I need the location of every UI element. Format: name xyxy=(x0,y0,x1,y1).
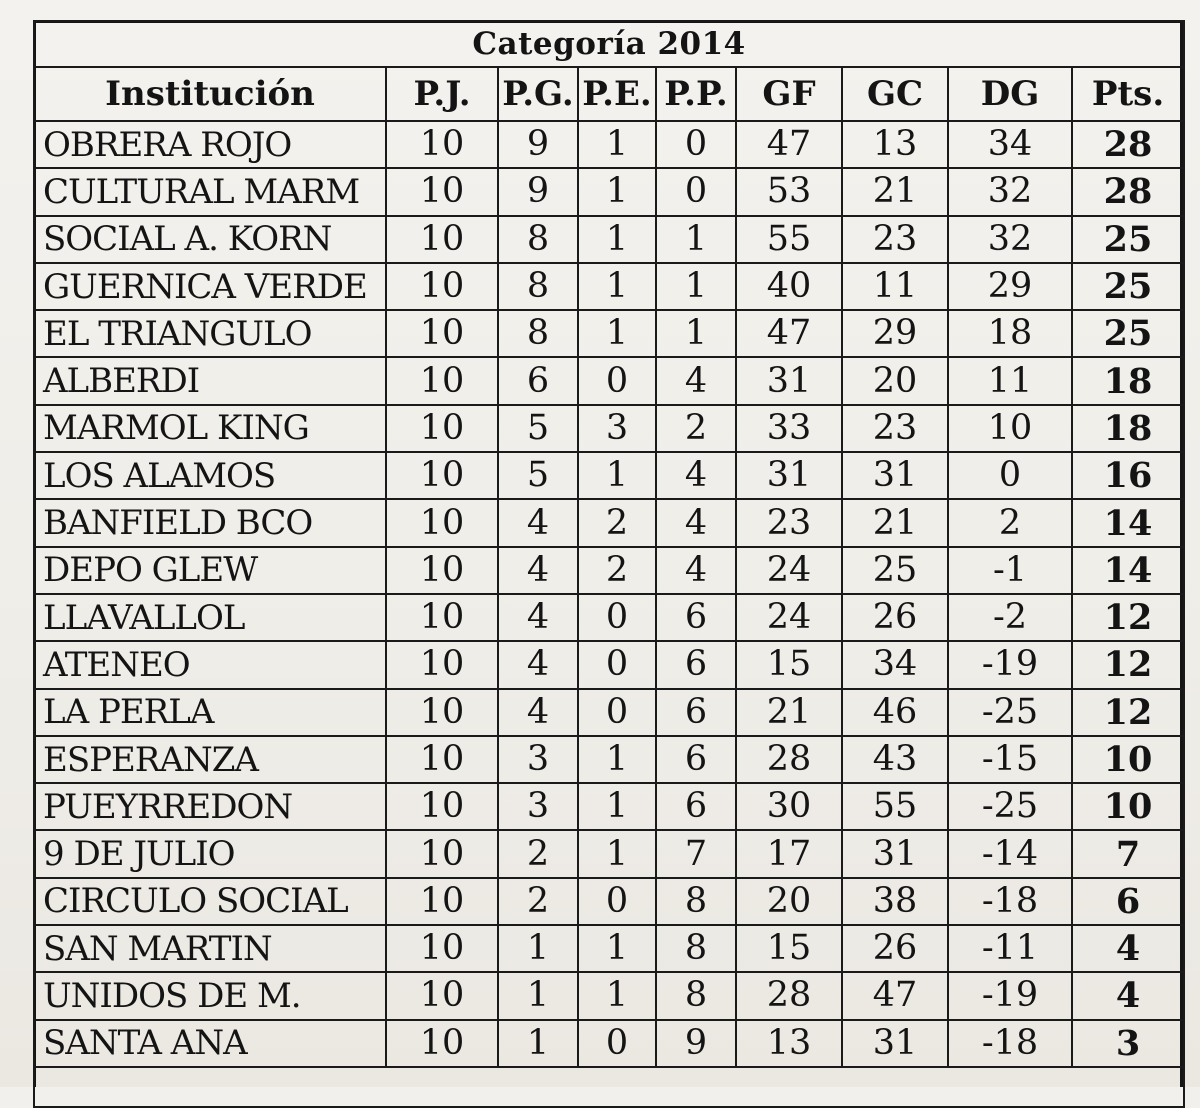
won-cell: 5 xyxy=(498,452,578,499)
goal-diff-cell: -19 xyxy=(948,641,1072,688)
header-dg: DG xyxy=(948,67,1072,121)
played-cell: 10 xyxy=(386,925,498,972)
table-row xyxy=(34,357,1184,404)
goals-against-cell: 31 xyxy=(842,1020,948,1067)
table-row xyxy=(34,216,1184,263)
played-cell: 10 xyxy=(386,263,498,310)
drawn-cell: 1 xyxy=(578,263,656,310)
goals-against-cell: 31 xyxy=(842,830,948,877)
goal-diff-cell: -14 xyxy=(948,830,1072,877)
goals-for-cell: 30 xyxy=(736,783,842,830)
goals-for-cell: 24 xyxy=(736,594,842,641)
goals-against-cell: 43 xyxy=(842,736,948,783)
goals-for-cell: 40 xyxy=(736,263,842,310)
goal-diff-cell: -18 xyxy=(948,1020,1072,1067)
lost-cell: 0 xyxy=(656,121,736,168)
team-name-cell: DEPO GLEW xyxy=(34,547,386,594)
team-name-cell: LLAVALLOL xyxy=(34,594,386,641)
lost-cell: 6 xyxy=(656,783,736,830)
team-name-cell: LA PERLA xyxy=(34,689,386,736)
won-cell: 8 xyxy=(498,263,578,310)
header-pe: P.E. xyxy=(578,67,656,121)
goals-for-cell: 28 xyxy=(736,736,842,783)
goals-for-cell: 55 xyxy=(736,216,842,263)
points-cell: 10 xyxy=(1072,783,1184,830)
goals-for-cell: 31 xyxy=(736,357,842,404)
played-cell: 10 xyxy=(386,121,498,168)
goals-against-cell: 11 xyxy=(842,263,948,310)
lost-cell: 6 xyxy=(656,736,736,783)
won-cell: 3 xyxy=(498,783,578,830)
played-cell: 10 xyxy=(386,641,498,688)
team-name-cell: PUEYRREDON xyxy=(34,783,386,830)
goals-against-cell: 23 xyxy=(842,216,948,263)
team-name-cell: GUERNICA VERDE xyxy=(34,263,386,310)
goal-diff-cell: 32 xyxy=(948,216,1072,263)
table-row xyxy=(34,972,1184,1019)
points-cell: 7 xyxy=(1072,830,1184,877)
table-title: Categoría 2014 xyxy=(34,21,1184,67)
points-cell: 12 xyxy=(1072,594,1184,641)
header-pg: P.G. xyxy=(498,67,578,121)
won-cell: 4 xyxy=(498,689,578,736)
goals-against-cell: 29 xyxy=(842,310,948,357)
played-cell: 10 xyxy=(386,736,498,783)
team-name-cell: CIRCULO SOCIAL xyxy=(34,878,386,925)
won-cell: 9 xyxy=(498,168,578,215)
goals-for-cell: 21 xyxy=(736,689,842,736)
points-cell: 3 xyxy=(1072,1020,1184,1067)
lost-cell: 1 xyxy=(656,263,736,310)
team-name-cell: ALBERDI xyxy=(34,357,386,404)
lost-cell: 4 xyxy=(656,452,736,499)
goal-diff-cell: -2 xyxy=(948,594,1072,641)
points-cell: 12 xyxy=(1072,689,1184,736)
goals-against-cell: 46 xyxy=(842,689,948,736)
goals-against-cell: 26 xyxy=(842,925,948,972)
won-cell: 4 xyxy=(498,547,578,594)
team-name-cell: 9 DE JULIO xyxy=(34,830,386,877)
table-row xyxy=(34,452,1184,499)
lost-cell: 6 xyxy=(656,641,736,688)
lost-cell: 1 xyxy=(656,310,736,357)
goal-diff-cell: -25 xyxy=(948,689,1072,736)
won-cell: 9 xyxy=(498,121,578,168)
goals-for-cell: 47 xyxy=(736,310,842,357)
goals-for-cell: 47 xyxy=(736,121,842,168)
table-row xyxy=(34,830,1184,877)
played-cell: 10 xyxy=(386,452,498,499)
played-cell: 10 xyxy=(386,310,498,357)
goals-for-cell: 28 xyxy=(736,972,842,1019)
won-cell: 4 xyxy=(498,641,578,688)
points-cell: 25 xyxy=(1072,263,1184,310)
goal-diff-cell: -15 xyxy=(948,736,1072,783)
points-cell: 16 xyxy=(1072,452,1184,499)
team-name-cell: CULTURAL MARM xyxy=(34,168,386,215)
goals-against-cell: 20 xyxy=(842,357,948,404)
points-cell: 18 xyxy=(1072,357,1184,404)
lost-cell: 4 xyxy=(656,357,736,404)
lost-cell: 4 xyxy=(656,499,736,546)
goals-against-cell: 21 xyxy=(842,499,948,546)
played-cell: 10 xyxy=(386,830,498,877)
played-cell: 10 xyxy=(386,357,498,404)
points-cell: 28 xyxy=(1072,121,1184,168)
lost-cell: 2 xyxy=(656,405,736,452)
drawn-cell: 1 xyxy=(578,830,656,877)
won-cell: 1 xyxy=(498,1020,578,1067)
goal-diff-cell: -18 xyxy=(948,878,1072,925)
drawn-cell: 0 xyxy=(578,1020,656,1067)
points-cell: 10 xyxy=(1072,736,1184,783)
lost-cell: 8 xyxy=(656,878,736,925)
table-row xyxy=(34,547,1184,594)
played-cell: 10 xyxy=(386,972,498,1019)
drawn-cell: 2 xyxy=(578,547,656,594)
drawn-cell: 0 xyxy=(578,689,656,736)
lost-cell: 4 xyxy=(656,547,736,594)
goals-against-cell: 25 xyxy=(842,547,948,594)
goals-for-cell: 23 xyxy=(736,499,842,546)
goal-diff-cell: -1 xyxy=(948,547,1072,594)
played-cell: 10 xyxy=(386,1020,498,1067)
table-row xyxy=(34,878,1184,925)
drawn-cell: 2 xyxy=(578,499,656,546)
header-pj: P.J. xyxy=(386,67,498,121)
played-cell: 10 xyxy=(386,594,498,641)
table-row xyxy=(34,168,1184,215)
goals-for-cell: 31 xyxy=(736,452,842,499)
lost-cell: 1 xyxy=(656,216,736,263)
lost-cell: 9 xyxy=(656,1020,736,1067)
header-institucion: Institución xyxy=(34,67,386,121)
goals-for-cell: 20 xyxy=(736,878,842,925)
team-name-cell: EL TRIANGULO xyxy=(34,310,386,357)
goal-diff-cell: 32 xyxy=(948,168,1072,215)
won-cell: 4 xyxy=(498,594,578,641)
team-name-cell: SAN MARTIN xyxy=(34,925,386,972)
drawn-cell: 1 xyxy=(578,310,656,357)
won-cell: 3 xyxy=(498,736,578,783)
drawn-cell: 0 xyxy=(578,641,656,688)
goals-against-cell: 23 xyxy=(842,405,948,452)
won-cell: 2 xyxy=(498,878,578,925)
goals-against-cell: 34 xyxy=(842,641,948,688)
goal-diff-cell: -19 xyxy=(948,972,1072,1019)
lost-cell: 0 xyxy=(656,168,736,215)
won-cell: 4 xyxy=(498,499,578,546)
table-row xyxy=(34,499,1184,546)
team-name-cell: MARMOL KING xyxy=(34,405,386,452)
lost-cell: 7 xyxy=(656,830,736,877)
played-cell: 10 xyxy=(386,405,498,452)
points-cell: 28 xyxy=(1072,168,1184,215)
drawn-cell: 1 xyxy=(578,972,656,1019)
drawn-cell: 1 xyxy=(578,216,656,263)
played-cell: 10 xyxy=(386,216,498,263)
goal-diff-cell: 34 xyxy=(948,121,1072,168)
header-row xyxy=(34,67,1184,121)
goals-against-cell: 47 xyxy=(842,972,948,1019)
table-row xyxy=(34,689,1184,736)
table-row xyxy=(34,263,1184,310)
played-cell: 10 xyxy=(386,168,498,215)
lost-cell: 6 xyxy=(656,689,736,736)
table-row xyxy=(34,121,1184,168)
team-name-cell: ATENEO xyxy=(34,641,386,688)
standings-body xyxy=(34,121,1184,1107)
header-gc: GC xyxy=(842,67,948,121)
team-name-cell: BANFIELD BCO xyxy=(34,499,386,546)
won-cell: 8 xyxy=(498,216,578,263)
goals-for-cell: 13 xyxy=(736,1020,842,1067)
goals-for-cell: 15 xyxy=(736,925,842,972)
drawn-cell: 0 xyxy=(578,878,656,925)
played-cell: 10 xyxy=(386,783,498,830)
won-cell: 1 xyxy=(498,972,578,1019)
points-cell: 4 xyxy=(1072,972,1184,1019)
points-cell: 25 xyxy=(1072,310,1184,357)
goals-against-cell: 21 xyxy=(842,168,948,215)
goals-against-cell: 55 xyxy=(842,783,948,830)
team-name-cell: LOS ALAMOS xyxy=(34,452,386,499)
goal-diff-cell: 18 xyxy=(948,310,1072,357)
drawn-cell: 1 xyxy=(578,925,656,972)
played-cell: 10 xyxy=(386,689,498,736)
table-row xyxy=(34,641,1184,688)
goals-for-cell: 24 xyxy=(736,547,842,594)
drawn-cell: 0 xyxy=(578,594,656,641)
points-cell: 14 xyxy=(1072,499,1184,546)
won-cell: 8 xyxy=(498,310,578,357)
won-cell: 5 xyxy=(498,405,578,452)
won-cell: 2 xyxy=(498,830,578,877)
drawn-cell: 1 xyxy=(578,783,656,830)
drawn-cell: 1 xyxy=(578,168,656,215)
team-name-cell: SANTA ANA xyxy=(34,1020,386,1067)
lost-cell: 6 xyxy=(656,594,736,641)
goals-for-cell: 33 xyxy=(736,405,842,452)
table-row xyxy=(34,1020,1184,1067)
goal-diff-cell: -11 xyxy=(948,925,1072,972)
goals-for-cell: 15 xyxy=(736,641,842,688)
played-cell: 10 xyxy=(386,499,498,546)
played-cell: 10 xyxy=(386,878,498,925)
points-cell: 4 xyxy=(1072,925,1184,972)
team-name-cell: SOCIAL A. KORN xyxy=(34,216,386,263)
drawn-cell: 1 xyxy=(578,121,656,168)
won-cell: 6 xyxy=(498,357,578,404)
team-name-cell: ESPERANZA xyxy=(34,736,386,783)
table-row xyxy=(34,310,1184,357)
table-row xyxy=(34,736,1184,783)
drawn-cell: 0 xyxy=(578,357,656,404)
lost-cell: 8 xyxy=(656,972,736,1019)
goal-diff-cell: -25 xyxy=(948,783,1072,830)
points-cell: 25 xyxy=(1072,216,1184,263)
goal-diff-cell: 2 xyxy=(948,499,1072,546)
goals-against-cell: 38 xyxy=(842,878,948,925)
points-cell: 12 xyxy=(1072,641,1184,688)
lost-cell: 8 xyxy=(656,925,736,972)
header-pts: Pts. xyxy=(1072,67,1184,121)
team-name-cell: OBRERA ROJO xyxy=(34,121,386,168)
points-cell: 14 xyxy=(1072,547,1184,594)
drawn-cell: 1 xyxy=(578,736,656,783)
goals-for-cell: 17 xyxy=(736,830,842,877)
goals-against-cell: 31 xyxy=(842,452,948,499)
drawn-cell: 1 xyxy=(578,452,656,499)
points-cell: 6 xyxy=(1072,878,1184,925)
table-row xyxy=(34,405,1184,452)
goal-diff-cell: 10 xyxy=(948,405,1072,452)
goals-against-cell: 13 xyxy=(842,121,948,168)
table-row xyxy=(34,783,1184,830)
goal-diff-cell: 11 xyxy=(948,357,1072,404)
goal-diff-cell: 29 xyxy=(948,263,1072,310)
points-cell: 18 xyxy=(1072,405,1184,452)
team-name-cell: UNIDOS DE M. xyxy=(34,972,386,1019)
goals-for-cell: 53 xyxy=(736,168,842,215)
drawn-cell: 3 xyxy=(578,405,656,452)
won-cell: 1 xyxy=(498,925,578,972)
table-row xyxy=(34,925,1184,972)
goal-diff-cell: 0 xyxy=(948,452,1072,499)
standings-table xyxy=(33,20,1185,1108)
header-gf: GF xyxy=(736,67,842,121)
played-cell: 10 xyxy=(386,547,498,594)
goals-against-cell: 26 xyxy=(842,594,948,641)
header-pp: P.P. xyxy=(656,67,736,121)
title-row xyxy=(34,21,1184,67)
table-row xyxy=(34,594,1184,641)
